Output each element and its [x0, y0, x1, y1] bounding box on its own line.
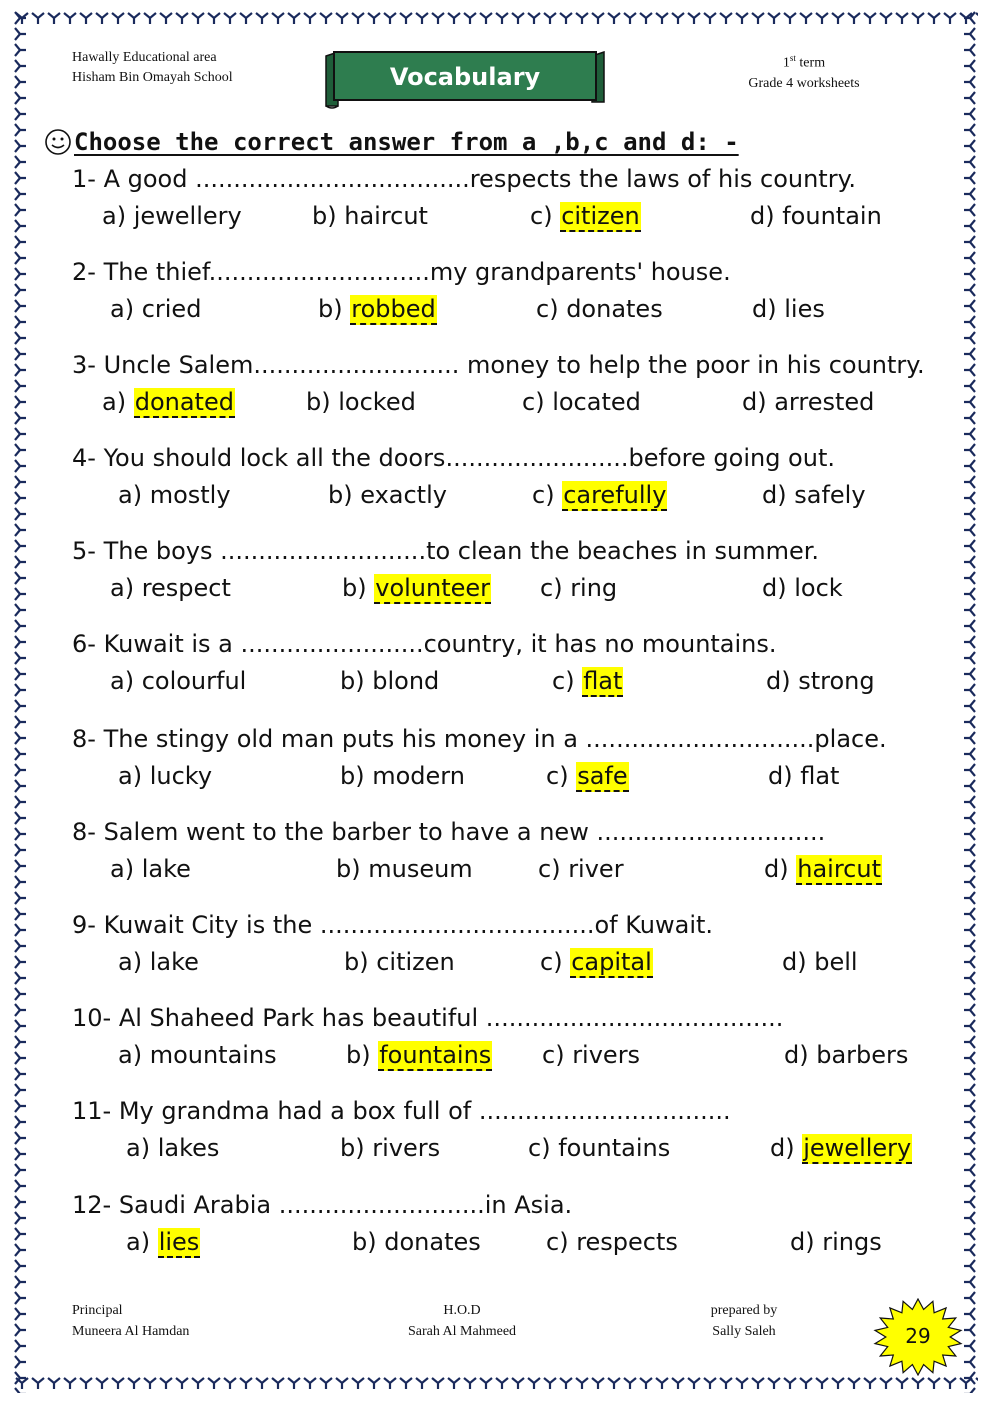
question-text — [72, 629, 952, 659]
option-label: c) — [546, 762, 577, 790]
answer-option[interactable] — [340, 761, 465, 791]
answer-option[interactable] — [312, 201, 428, 231]
option-label: d) flat — [768, 762, 840, 790]
option-label: a) lucky — [118, 762, 213, 790]
highlighted-answer: carefully — [563, 481, 667, 509]
option-label: b) — [346, 1041, 379, 1069]
principal-label: Principal — [72, 1303, 123, 1318]
option-label: a) lake — [110, 855, 191, 883]
principal-name: Muneera Al Hamdan — [72, 1324, 190, 1339]
answer-option[interactable] — [336, 854, 473, 884]
answer-option[interactable] — [110, 854, 191, 884]
border-right — [962, 10, 980, 1393]
option-label: d) strong — [766, 667, 875, 695]
option-label: c) located — [522, 388, 641, 416]
answer-option[interactable] — [538, 854, 624, 884]
answer-option[interactable] — [530, 201, 641, 231]
question-number: 12- — [72, 1191, 112, 1219]
option-label: b) — [318, 295, 351, 323]
option-label: d) barbers — [784, 1041, 909, 1069]
option-label: d) lock — [762, 574, 843, 602]
option-label: c) donates — [536, 295, 663, 323]
answer-option[interactable] — [102, 387, 235, 417]
option-label: b) museum — [336, 855, 473, 883]
school-name: Hisham Bin Omayah School — [72, 70, 233, 85]
option-label: c) fountains — [528, 1134, 671, 1162]
answer-option[interactable] — [306, 387, 416, 417]
footer-principal — [72, 1300, 189, 1342]
option-label: a) respect — [110, 574, 231, 602]
option-label: a) colourful — [110, 667, 247, 695]
question-text — [72, 350, 952, 380]
option-label: a) mountains — [118, 1041, 277, 1069]
question-number: 8- — [72, 818, 96, 846]
option-label: b) donates — [352, 1228, 481, 1256]
question-number: 10- — [72, 1004, 112, 1032]
answer-option[interactable] — [750, 201, 882, 231]
option-label: b) exactly — [328, 481, 447, 509]
instruction-line — [44, 124, 739, 160]
answer-option[interactable] — [752, 294, 825, 324]
question-sentence: Al Shaheed Park has beautiful ....................................... — [111, 1004, 784, 1032]
answer-option[interactable] — [102, 201, 242, 231]
highlighted-answer: lies — [158, 1228, 200, 1256]
answer-option[interactable] — [344, 947, 455, 977]
grade-label: Grade 4 worksheets — [748, 75, 860, 91]
answer-option[interactable] — [126, 1133, 219, 1163]
question-number: 2- — [72, 258, 96, 286]
option-label: c) — [540, 948, 571, 976]
answer-option[interactable] — [768, 761, 839, 791]
highlighted-answer: jewellery — [803, 1134, 912, 1162]
option-label: d) lies — [752, 295, 825, 323]
option-label: d) — [770, 1134, 803, 1162]
option-label: a) jewellery — [102, 202, 242, 230]
option-label: d) safely — [762, 481, 866, 509]
answer-option[interactable] — [536, 294, 663, 324]
question-number: 1- — [72, 165, 96, 193]
answer-option[interactable] — [762, 480, 866, 510]
option-label: a) — [102, 388, 134, 416]
answer-option[interactable] — [542, 1040, 640, 1070]
answer-option[interactable] — [766, 666, 875, 696]
answer-option[interactable] — [118, 480, 231, 510]
answer-option[interactable] — [540, 947, 653, 977]
answer-option[interactable] — [770, 1133, 912, 1163]
question-text — [72, 910, 952, 940]
instruction-text: Choose the correct answer from a ,b,c and d: - — [74, 128, 739, 156]
option-label: a) lakes — [126, 1134, 220, 1162]
answer-option[interactable] — [110, 294, 201, 324]
border-top — [14, 10, 978, 28]
question-text — [72, 1003, 952, 1033]
answer-option[interactable] — [118, 761, 212, 791]
option-label: c) ring — [540, 574, 618, 602]
answer-option[interactable] — [790, 1227, 882, 1257]
answer-option[interactable] — [318, 294, 437, 324]
question-sentence: The boys ...........................to clean the beaches in summer. — [95, 537, 820, 565]
option-label: a) — [126, 1228, 158, 1256]
question-sentence: You should lock all the doors........................before going out. — [95, 444, 835, 472]
option-label: b) haircut — [312, 202, 428, 230]
question-number: 6- — [72, 630, 96, 658]
option-label: a) cried — [110, 295, 202, 323]
hod-label: H.O.D — [443, 1303, 481, 1318]
option-label: b) modern — [340, 762, 465, 790]
header-left — [72, 48, 233, 88]
highlighted-answer: haircut — [797, 855, 881, 883]
question-sentence: Kuwait is a ........................country, it has no mountains. — [95, 630, 777, 658]
question-sentence: Saudi Arabia ...........................in Asia. — [111, 1191, 573, 1219]
option-label: c) respects — [546, 1228, 678, 1256]
question-number: 11- — [72, 1097, 112, 1125]
highlighted-answer: safe — [577, 762, 628, 790]
question-number: 3- — [72, 351, 96, 379]
page-number: 29 — [905, 1324, 931, 1348]
answer-option[interactable] — [532, 480, 667, 510]
answer-option[interactable] — [546, 1227, 678, 1257]
answer-option[interactable] — [110, 666, 246, 696]
highlighted-answer: capital — [571, 948, 652, 976]
smiley-icon — [44, 128, 72, 156]
question-number: 5- — [72, 537, 96, 565]
hod-name: Sarah Al Mahmeed — [407, 1324, 517, 1339]
answer-option[interactable] — [540, 573, 617, 603]
question-sentence: A good ....................................respects the laws of his country. — [95, 165, 856, 193]
highlighted-answer: volunteer — [375, 574, 491, 602]
option-label: d) rings — [790, 1228, 882, 1256]
option-label: b) citizen — [344, 948, 455, 976]
option-label: b) — [342, 574, 375, 602]
highlighted-answer: robbed — [351, 295, 436, 323]
district-name: Hawally Educational area — [72, 50, 217, 65]
answer-option[interactable] — [110, 573, 231, 603]
option-label: c) — [530, 202, 561, 230]
answer-option[interactable] — [522, 387, 641, 417]
answer-option[interactable] — [528, 1133, 670, 1163]
question-text — [72, 1190, 952, 1220]
option-label: a) mostly — [118, 481, 231, 509]
option-label: c) rivers — [542, 1041, 641, 1069]
question-sentence: The stingy old man puts his money in a ..............................place. — [95, 725, 887, 753]
option-label: a) lake — [118, 948, 199, 976]
answer-option[interactable] — [342, 573, 491, 603]
highlighted-answer: donated — [134, 388, 234, 416]
option-label: c) — [532, 481, 563, 509]
question-text — [72, 724, 952, 754]
border-left — [12, 10, 30, 1393]
question-text — [72, 536, 952, 566]
answer-option[interactable] — [764, 854, 882, 884]
option-label: b) rivers — [340, 1134, 441, 1162]
question-sentence: My grandma had a box full of ................................. — [111, 1097, 731, 1125]
question-text — [72, 164, 952, 194]
prepared-name: Sally Saleh — [712, 1324, 776, 1339]
highlighted-answer: citizen — [561, 202, 640, 230]
term-label: 1st term — [782, 53, 826, 71]
option-label: b) blond — [340, 667, 440, 695]
header-right — [734, 48, 874, 94]
option-label: b) locked — [306, 388, 416, 416]
answer-option[interactable] — [784, 1040, 908, 1070]
answer-option[interactable] — [118, 947, 199, 977]
footer-prepared — [694, 1300, 794, 1342]
answer-option[interactable] — [546, 761, 629, 791]
option-label: d) arrested — [742, 388, 875, 416]
page-title: Vocabulary — [389, 63, 541, 91]
highlighted-answer: fountains — [379, 1041, 492, 1069]
answer-option[interactable] — [340, 1133, 440, 1163]
question-text — [72, 443, 952, 473]
question-text — [72, 817, 952, 847]
answer-option[interactable] — [762, 573, 843, 603]
answer-option[interactable] — [340, 666, 439, 696]
option-label: c) — [552, 667, 583, 695]
answer-option[interactable] — [352, 1227, 481, 1257]
question-text — [72, 257, 952, 287]
question-sentence: Salem went to the barber to have a new .............................. — [95, 818, 826, 846]
question-number: 4- — [72, 444, 96, 472]
highlighted-answer: flat — [583, 667, 623, 695]
question-sentence: The thief.............................my grandparents' house. — [95, 258, 731, 286]
option-label: d) fountain — [750, 202, 882, 230]
question-text — [72, 1096, 952, 1126]
option-label: d) — [764, 855, 797, 883]
question-number: 9- — [72, 911, 96, 939]
answer-option[interactable] — [782, 947, 858, 977]
answer-option[interactable] — [742, 387, 874, 417]
option-label: c) river — [538, 855, 624, 883]
footer-hod — [392, 1300, 532, 1342]
question-sentence: Kuwait City is the ....................................of Kuwait. — [95, 911, 714, 939]
answer-option[interactable] — [346, 1040, 492, 1070]
border-bottom — [14, 1375, 978, 1393]
prepared-label: prepared by — [710, 1303, 778, 1318]
question-sentence: Uncle Salem........................... money to help the poor in his country. — [95, 351, 925, 379]
answer-option[interactable] — [126, 1227, 200, 1257]
answer-option[interactable] — [118, 1040, 277, 1070]
question-number: 8- — [72, 725, 96, 753]
answer-option[interactable] — [328, 480, 447, 510]
answer-option[interactable] — [552, 666, 623, 696]
option-label: d) bell — [782, 948, 858, 976]
